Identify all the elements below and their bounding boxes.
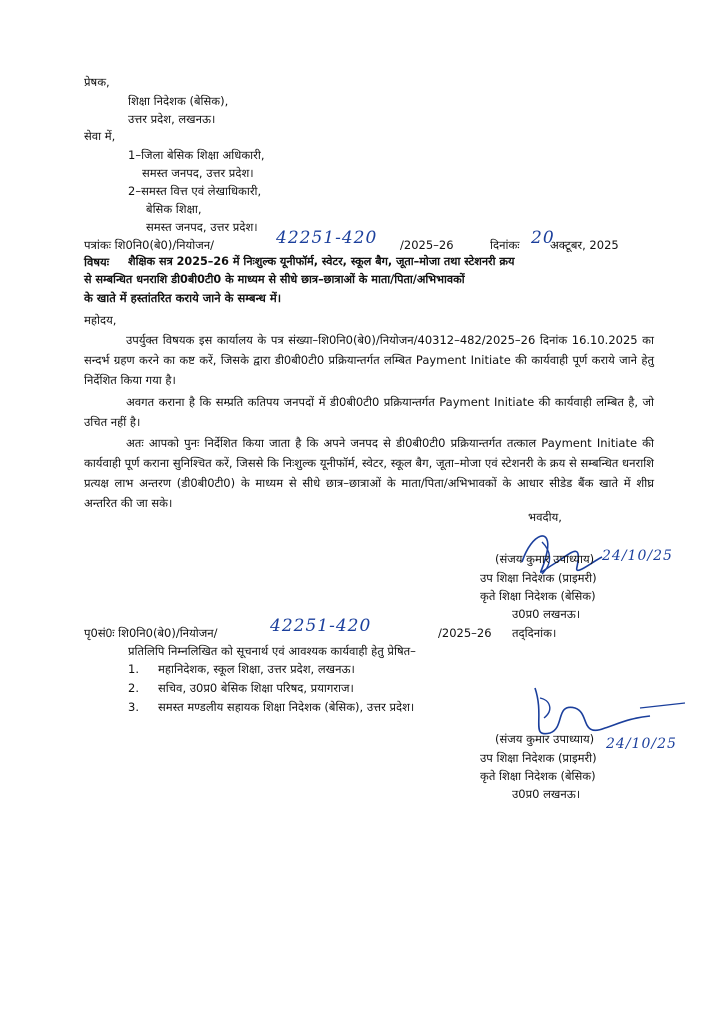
signature-2-on-behalf: कृते शिक्षा निदेशक (बेसिक) (480, 769, 596, 783)
ref-handwritten-number: 42251-420 (276, 228, 378, 248)
recipient-1-line-1: 1–जिला बेसिक शिक्षा अधिकारी, (128, 148, 265, 162)
endorsement-item-text: महानिदेशक, स्कूल शिक्षा, उत्तर प्रदेश, लखनऊ। (158, 662, 355, 676)
recipient-2-line-3: समस्त जनपद, उत्तर प्रदेश। (146, 220, 258, 234)
body-paragraph-3 (84, 433, 654, 513)
ref-date-label: दिनांकः (490, 238, 520, 252)
closing: भवदीय, (528, 510, 562, 524)
signature-1-name: (संजय कुमार उपाध्याय) (495, 552, 595, 566)
endorsement-item (128, 680, 354, 696)
endorsement-item-number: 1. (128, 662, 139, 676)
recipient-2-line-1: 2–समस्त वित्त एवं लेखाधिकारी, (128, 184, 262, 198)
body-paragraph-3-text: अतः आपको पुनः निर्देशित किया जाता है कि अपने जनपद से डी0बी0टी0 प्रक्रियान्तर्गत तत्काल Payment Initiate की कार्यवाही पूर्ण कराना सुनिश्चित करें, जिससे कि निःशुल्क यूनीफॉर्म, स्वेटर, स्कूल बैग, जूता–मोजा एवं स्टेशनरी के क्रय से सम्बन्धित धनराशि प्रत्यक्ष लाभ अन्तरण (डी0बी0टी0) के माध्यम से सीधे छात्र–छात्राओं के माता/पिता/अभिभावकों के आधार सीडेड बैंक खाते में शीघ्र अन्तरित की जा सके। (84, 436, 654, 510)
signature-2-place: उ0प्र0 लखनऊ। (512, 787, 581, 801)
endorsement-item-text: समस्त मण्डलीय सहायक शिक्षा निदेशक (बेसिक), उत्तर प्रदेश। (158, 700, 415, 714)
signature-2-designation: उप शिक्षा निदेशक (प्राइमरी) (480, 751, 597, 765)
endorsement-handwritten-number: 42251-420 (270, 616, 372, 636)
subject-line-1: शैक्षिक सत्र 2025–26 में निःशुल्क यूनीफॉर्म, स्वेटर, स्कूल बैग, जूता–मोजा तथा स्टेशनरी क्रय (128, 255, 515, 268)
sender-line-2: उत्तर प्रदेश, लखनऊ। (128, 112, 216, 126)
ref-prefix: पत्रांकः शि0नि0(बे0)/नियोजन/ (84, 238, 214, 252)
endorsement-prefix: पृ0सं0ः शि0नि0(बे0)/नियोजन/ (84, 626, 218, 640)
body-paragraph-2-text: अवगत कराना है कि सम्प्रति कतिपय जनपदों में डी0बी0टी0 प्रक्रियान्तर्गत Payment Initiate की कार्यवाही लम्बित है, जो उचित नहीं है। (84, 395, 654, 429)
signature-1-designation: उप शिक्षा निदेशक (प्राइमरी) (480, 571, 597, 585)
body-paragraph-1 (84, 330, 654, 390)
signature-1-place: उ0प्र0 लखनऊ। (512, 607, 581, 621)
subject-label: विषयः (84, 255, 110, 269)
recipient-1-line-2: समस्त जनपद, उत्तर प्रदेश। (142, 166, 254, 180)
ref-date-rest: अक्टूबर, 2025 (550, 238, 619, 252)
endorsement-item-number: 2. (128, 681, 139, 695)
endorsement-item (128, 661, 355, 677)
sender-line-1: शिक्षा निदेशक (बेसिक), (128, 94, 229, 108)
subject-line-3: के खाते में हस्तांतरित कराये जाने के सम्बन्ध में। (84, 291, 282, 305)
ref-year: /2025–26 (400, 238, 454, 252)
endorsement-intro: प्रतिलिपि निम्नलिखित को सूचनार्थ एवं आवश्यक कार्यवाही हेतु प्रेषित– (128, 644, 416, 658)
body-paragraph-2 (84, 392, 654, 432)
endorsement-item-number: 3. (128, 700, 139, 714)
sender-label: प्रेषक, (84, 75, 110, 89)
subject-line-2: से सम्बन्धित धनराशि डी0बी0टी0 के माध्यम से सीधे छात्र–छात्राओं के माता/पिता/अभिभावकों (84, 273, 465, 286)
signature-1-handwritten-date: 24/10/25 (602, 548, 673, 564)
endorsement-year: /2025–26 (438, 626, 492, 640)
recipients-label: सेवा में, (84, 129, 116, 143)
salutation: महोदय, (84, 313, 117, 327)
endorsement-item (128, 699, 414, 715)
body-paragraph-1-text: उपर्युक्त विषयक इस कार्यालय के पत्र संख्या–शि0नि0(बे0)/नियोजन/40312–482/2025–26 दिनांक 16.10.2025 का सन्दर्भ ग्रहण करने का कष्ट करें, जिसके द्वारा डी0बी0टी0 प्रक्रियान्तर्गत लम्बित Payment Initiate की कार्यवाही पूर्ण कराये जाने हेतु निर्देशित किया गया है। (84, 333, 654, 387)
ref-date-handwritten: 20 (531, 228, 555, 248)
endorsement-date: तद्‌दिनांक। (512, 626, 557, 640)
signature-1-on-behalf: कृते शिक्षा निदेशक (बेसिक) (480, 589, 596, 603)
signature-2-name: (संजय कुमार उपाध्याय) (495, 732, 595, 746)
recipient-2-line-2: बेसिक शिक्षा, (146, 202, 202, 216)
endorsement-item-text: सचिव, उ0प्र0 बेसिक शिक्षा परिषद, प्रयागराज। (158, 681, 354, 695)
signature-2-handwritten-date: 24/10/25 (606, 736, 677, 752)
